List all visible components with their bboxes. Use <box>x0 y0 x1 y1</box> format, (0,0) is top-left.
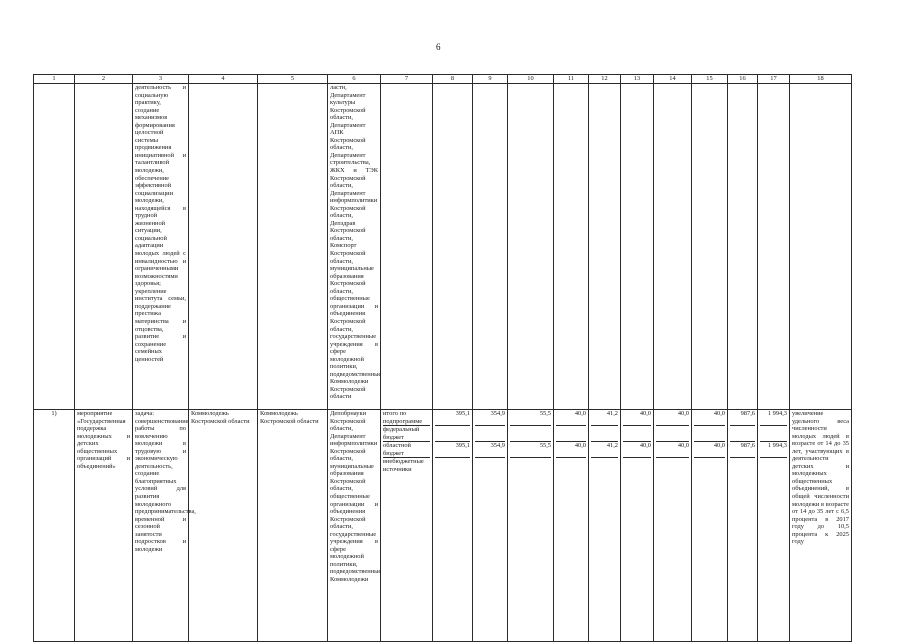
cell <box>34 84 75 410</box>
amount-total: 40,0 <box>623 410 651 426</box>
cell <box>654 84 692 410</box>
amount-total: 40,0 <box>694 410 725 426</box>
header-cell: 10 <box>508 75 554 84</box>
amount-regional: 40,0 <box>623 442 651 458</box>
header-cell: 11 <box>554 75 589 84</box>
amount-regional: 40,0 <box>656 442 689 458</box>
amount-cell <box>654 410 692 642</box>
amount-regional: 55,5 <box>510 442 551 458</box>
amount-cell <box>508 410 554 642</box>
header-cell: 12 <box>589 75 621 84</box>
header-cell: 18 <box>790 75 852 84</box>
amount-cell <box>692 410 728 642</box>
header-cell: 13 <box>621 75 654 84</box>
amount-federal <box>591 426 618 442</box>
amount-total: 55,5 <box>510 410 551 426</box>
executor-cell: Коммолодежь Костромской области <box>258 410 328 642</box>
header-cell: 1 <box>34 75 75 84</box>
amount-cell <box>554 410 589 642</box>
amount-federal <box>475 426 505 442</box>
amount-federal <box>656 426 689 442</box>
header-cell: 4 <box>189 75 258 84</box>
coexecutors-continuation-cell: ластн, Департамент культуры Костромской области, Департамент АПК Костромской области, Департамент строительства, ЖКХ и ТЭК Костромской области, Департамент информполитики Костромской области, Депздрав Костромской области, Комспорт Костромской области, муниципальные образования Костромской области, общественные организации и объединения Костромской области, государственные учреждения в сфере молодежной политики, подведомственные Коммолодежи Костромской области <box>328 84 381 410</box>
funding-source-total: итого по подпрограмме <box>383 410 430 426</box>
funding-source-cell <box>381 410 433 642</box>
amount-cell <box>473 410 508 642</box>
funding-source-extrabudget: внебюджетные источники <box>383 458 424 473</box>
amount-regional: 354,9 <box>475 442 505 458</box>
cell <box>258 84 328 410</box>
header-cell: 17 <box>758 75 790 84</box>
cell <box>728 84 758 410</box>
amount-cell <box>589 410 621 642</box>
amount-federal <box>556 426 586 442</box>
coexecutors-cell: Депобрнауки Костромской области, Департамент информполитики Костромской области, муниципальные образования Костромской области, общественные организации и объединения Костромской области, государственные учреждения в сфере молодежной политики, подведомственные Коммолодежи <box>328 410 381 642</box>
cell <box>692 84 728 410</box>
table-row-continuation <box>34 84 852 410</box>
event-number: 1) <box>34 410 75 642</box>
amount-federal <box>694 426 725 442</box>
amount-regional: 987,6 <box>730 442 755 458</box>
cell <box>589 84 621 410</box>
amount-federal <box>435 426 470 442</box>
expected-result-cell: увеличение удельного веса численности молодых людей в возрасте от 14 до 35 лет, участвующих в деятельности детских и молодежных общественных объединений, в общей численности молодежи в возрасте от 14 до 35 лет с 6,5 процента в 2017 году до 10,5 процента к 2025 году <box>790 410 852 642</box>
amount-federal <box>730 426 755 442</box>
amount-total: 40,0 <box>556 410 586 426</box>
header-cell: 7 <box>381 75 433 84</box>
cell <box>75 84 133 410</box>
amount-regional: 41,2 <box>591 442 618 458</box>
amount-cell <box>433 410 473 642</box>
header-cell: 3 <box>133 75 189 84</box>
header-cell: 5 <box>258 75 328 84</box>
cell <box>473 84 508 410</box>
funding-source-regional: областной бюджет <box>383 442 430 458</box>
header-cell: 16 <box>728 75 758 84</box>
table-row-event <box>34 410 852 642</box>
amount-total: 40,0 <box>656 410 689 426</box>
amount-regional: 1 994,3 <box>760 442 787 458</box>
amount-federal <box>760 426 787 442</box>
amount-total: 395,1 <box>435 410 470 426</box>
amount-regional: 40,0 <box>556 442 586 458</box>
task-cell: задача: совершенствование работы по вовлечению молодежи в трудовую и экономическую деятельность, создание благоприятных условий для развития молодежного предпринимательства, временной и сезонной занятости подростков и молодежи <box>133 410 189 642</box>
amount-total: 1 994,3 <box>760 410 787 426</box>
header-cell: 15 <box>692 75 728 84</box>
header-cell: 8 <box>433 75 473 84</box>
amount-cell <box>728 410 758 642</box>
cell <box>381 84 433 410</box>
cell <box>790 84 852 410</box>
header-cell: 2 <box>75 75 133 84</box>
program-table <box>33 74 852 642</box>
cell <box>189 84 258 410</box>
header-cell: 9 <box>473 75 508 84</box>
amount-cell <box>758 410 790 642</box>
amount-regional: 40,0 <box>694 442 725 458</box>
funding-source-federal: федеральный бюджет <box>383 426 430 442</box>
header-row <box>34 75 852 84</box>
amount-total: 41,2 <box>591 410 618 426</box>
cell <box>758 84 790 410</box>
event-name-cell: мероприятие «Государственная поддержка молодежных и детских общественных организаций и объединений» <box>75 410 133 642</box>
amount-total: 987,6 <box>730 410 755 426</box>
cell <box>554 84 589 410</box>
cell <box>621 84 654 410</box>
amount-total: 354,9 <box>475 410 505 426</box>
amount-regional: 395,1 <box>435 442 470 458</box>
amount-cell <box>621 410 654 642</box>
amount-federal <box>623 426 651 442</box>
page-number: 6 <box>436 42 441 52</box>
amount-federal <box>510 426 551 442</box>
header-cell: 6 <box>328 75 381 84</box>
cell <box>433 84 473 410</box>
task-continuation-cell: деятельность и социальную практику, создание механизмов формирования целостной системы продвижения инициативной и талантливой молодежи, обеспечение эффективной социализации молодежи, находящейся в трудной жизненной ситуации, социальной адаптации молодых людей с инвалидностью и ограниченными возможностями здоровья; укрепление института семьи, поддержание престижа материнства и отцовства, развитие и сохранение семейных ценностей <box>133 84 189 410</box>
header-cell: 14 <box>654 75 692 84</box>
responsible-cell: Коммолодежь Костромской области <box>189 410 258 642</box>
cell <box>508 84 554 410</box>
